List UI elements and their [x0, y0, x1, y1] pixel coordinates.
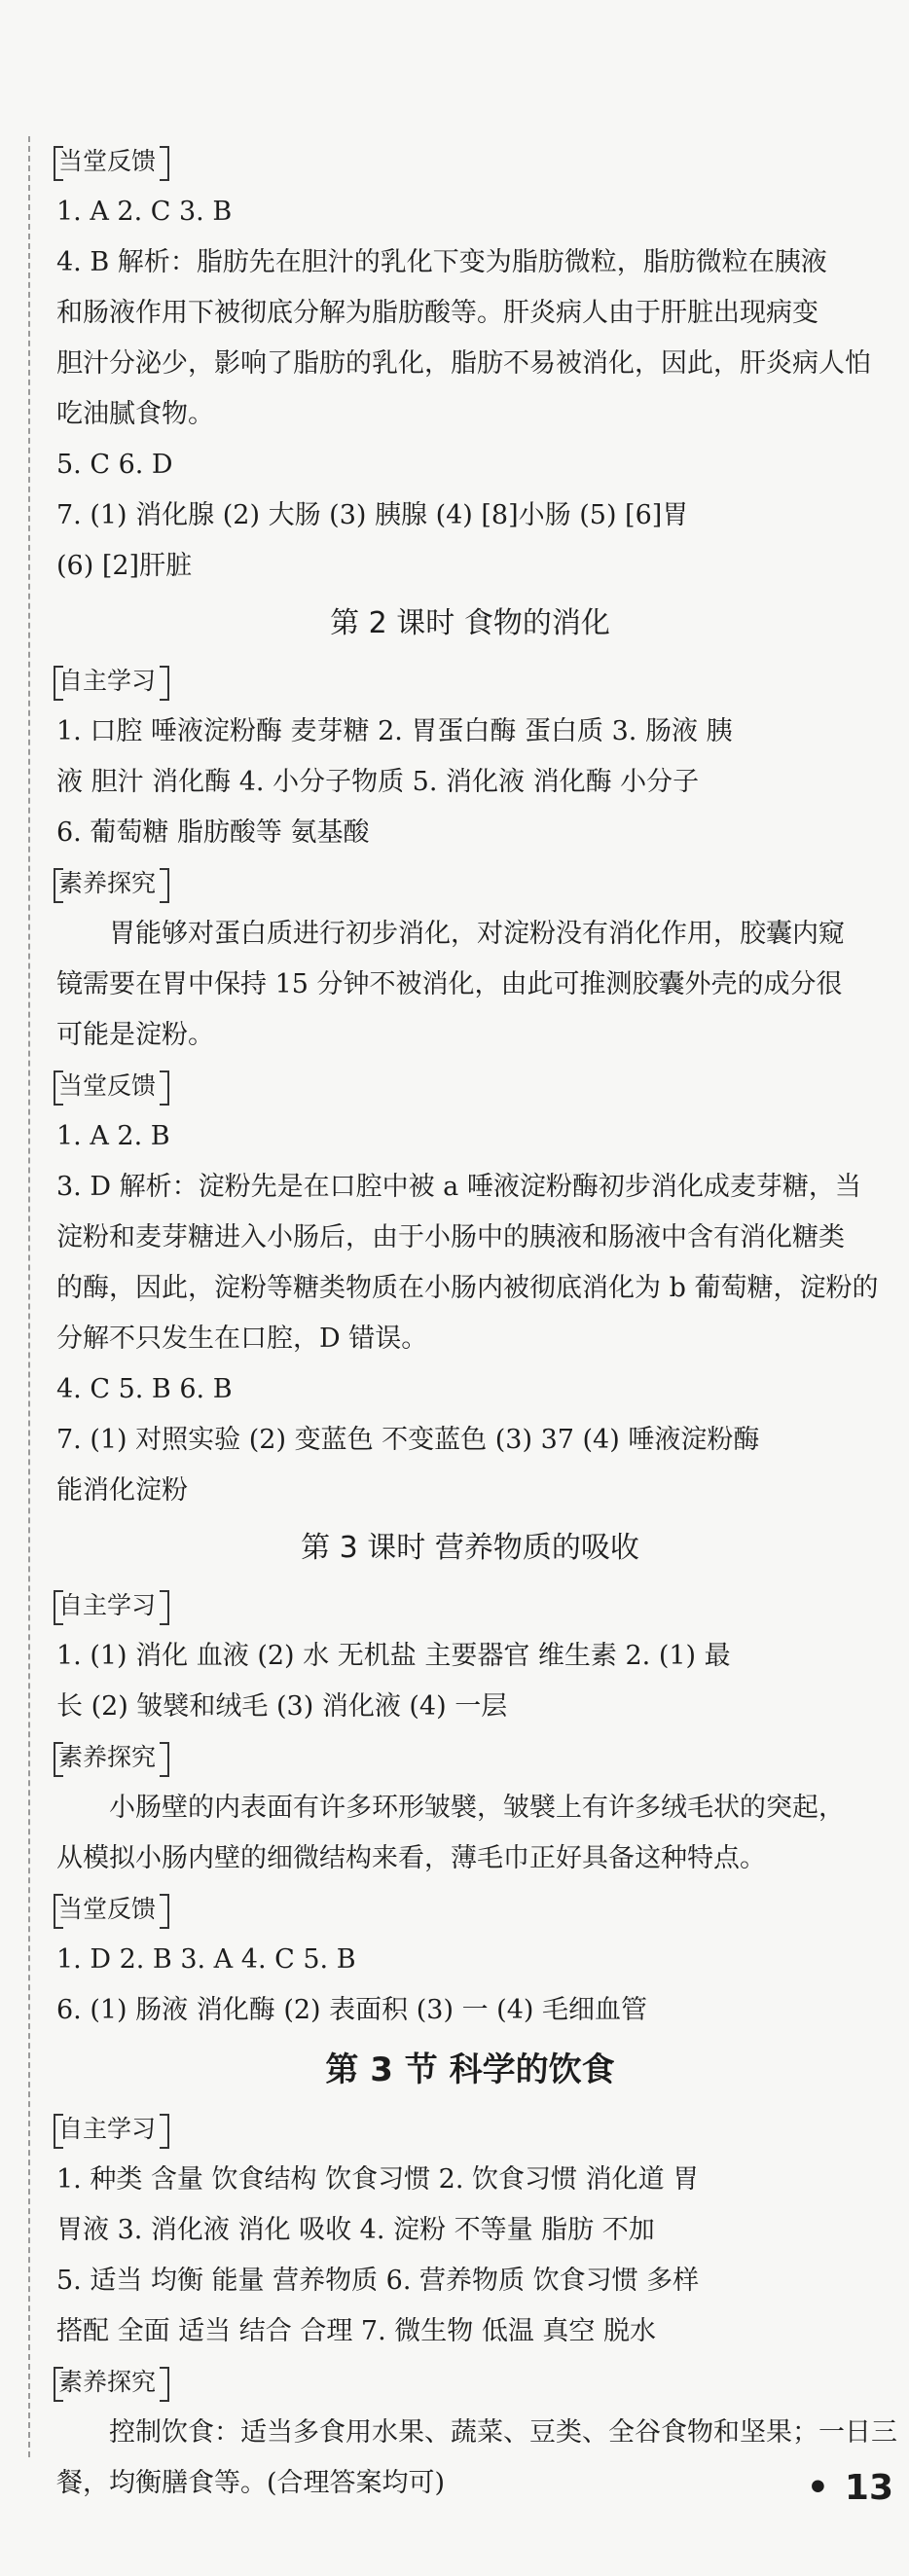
binding-margin-line [28, 136, 30, 2457]
answer-line: 胃液 3. 消化液 消化 吸收 4. 淀粉 不等量 脂肪 不加 [56, 2215, 655, 2245]
feedback-tag: 当堂反馈 [56, 1069, 160, 1104]
answer-line: 胆汁分泌少，影响了脂肪的乳化，脂肪不易被消化，因此，肝炎病人怕 [56, 348, 871, 379]
answer-line: 5. 适当 均衡 能量 营养物质 6. 营养物质 饮食习惯 多样 [56, 2266, 700, 2296]
answer-line: 1. A 2. B [56, 1121, 170, 1151]
section-title: 第 3 节 科学的饮食 [325, 2050, 615, 2089]
answer-line: 控制饮食：适当多食用水果、蔬菜、豆类、全谷食物和坚果；一日三 [109, 2417, 897, 2448]
answer-line: 6. (1) 肠液 消化酶 (2) 表面积 (3) 一 (4) 毛细血管 [56, 1995, 647, 2025]
answer-line: 淀粉和麦芽糖进入小肠后，由于小肠中的胰液和肠液中含有消化糖类 [56, 1222, 845, 1252]
lesson-title: 第 3 课时 营养物质的吸收 [301, 1531, 639, 1565]
page-number: 13 [844, 2468, 893, 2508]
feedback-tag: 当堂反馈 [56, 1892, 160, 1927]
feedback-tag: 当堂反馈 [56, 144, 160, 179]
self-study-tag: 自主学习 [56, 2112, 160, 2147]
lesson-title: 第 2 课时 食物的消化 [330, 606, 610, 640]
explore-tag: 素养探究 [56, 2365, 160, 2400]
bullet-icon: • [806, 2468, 829, 2508]
answer-line: (6) [2]肝脏 [56, 551, 193, 581]
answer-line: 7. (1) 对照实验 (2) 变蓝色 不变蓝色 (3) 37 (4) 唾液淀粉酶 [56, 1425, 760, 1455]
answer-line: 可能是淀粉。 [56, 1020, 214, 1050]
answer-line: 从模拟小肠内壁的细微结构来看，薄毛巾正好具备这种特点。 [56, 1843, 766, 1873]
answer-line: 能消化淀粉 [56, 1475, 188, 1506]
answer-line: 小肠壁的内表面有许多环形皱襞，皱襞上有许多绒毛状的突起， [109, 1793, 845, 1823]
answer-line: 长 (2) 皱襞和绒毛 (3) 消化液 (4) 一层 [56, 1691, 508, 1722]
answer-line: 7. (1) 消化腺 (2) 大肠 (3) 胰腺 (4) [8]小肠 (5) [6]胃 [56, 500, 689, 530]
answer-line: 胃能够对蛋白质进行初步消化，对淀粉没有消化作用，胶囊内窥 [109, 919, 845, 949]
answer-line: 镜需要在胃中保持 15 分钟不被消化，由此可推测胶囊外壳的成分很 [56, 969, 843, 999]
answer-line: 液 胆汁 消化酶 4. 小分子物质 5. 消化液 消化酶 小分子 [56, 767, 700, 797]
answer-line: 搭配 全面 适当 结合 合理 7. 微生物 低温 真空 脱水 [56, 2316, 657, 2346]
self-study-tag: 自主学习 [56, 1588, 160, 1623]
answer-line: 5. C 6. D [56, 450, 173, 480]
answer-line: 和肠液作用下被彻底分解为脂肪酸等。肝炎病人由于肝脏出现病变 [56, 298, 818, 328]
answer-line: 1. 种类 含量 饮食结构 饮食习惯 2. 饮食习惯 消化道 胃 [56, 2164, 700, 2195]
answer-line: 6. 葡萄糖 脂肪酸等 氨基酸 [56, 817, 370, 848]
answer-line: 4. C 5. B 6. B [56, 1374, 233, 1404]
answer-line: 1. (1) 消化 血液 (2) 水 无机盐 主要器官 维生素 2. (1) 最 [56, 1641, 731, 1671]
answer-line: 吃油腻食物。 [56, 399, 214, 429]
explore-tag: 素养探究 [56, 866, 160, 901]
answer-line: 分解不只发生在口腔，D 错误。 [56, 1324, 428, 1354]
answer-line: 1. A 2. C 3. B [56, 197, 233, 227]
answer-line: 餐，均衡膳食等。(合理答案均可) [56, 2468, 446, 2498]
answer-page [56, 136, 897, 2509]
answer-line: 3. D 解析：淀粉先是在口腔中被 a 唾液淀粉酶初步消化成麦芽糖，当 [56, 1172, 861, 1202]
self-study-tag: 自主学习 [56, 664, 160, 699]
answer-line: 的酶，因此，淀粉等糖类物质在小肠内被彻底消化为 b 葡萄糖，淀粉的 [56, 1273, 879, 1303]
answer-line: 1. 口腔 唾液淀粉酶 麦芽糖 2. 胃蛋白酶 蛋白质 3. 肠液 胰 [56, 716, 733, 746]
answer-line: 4. B 解析：脂肪先在胆汁的乳化下变为脂肪微粒，脂肪微粒在胰液 [56, 247, 827, 277]
page-number-block [807, 2468, 893, 2508]
explore-tag: 素养探究 [56, 1740, 160, 1775]
answer-line: 1. D 2. B 3. A 4. C 5. B [56, 1944, 356, 1975]
